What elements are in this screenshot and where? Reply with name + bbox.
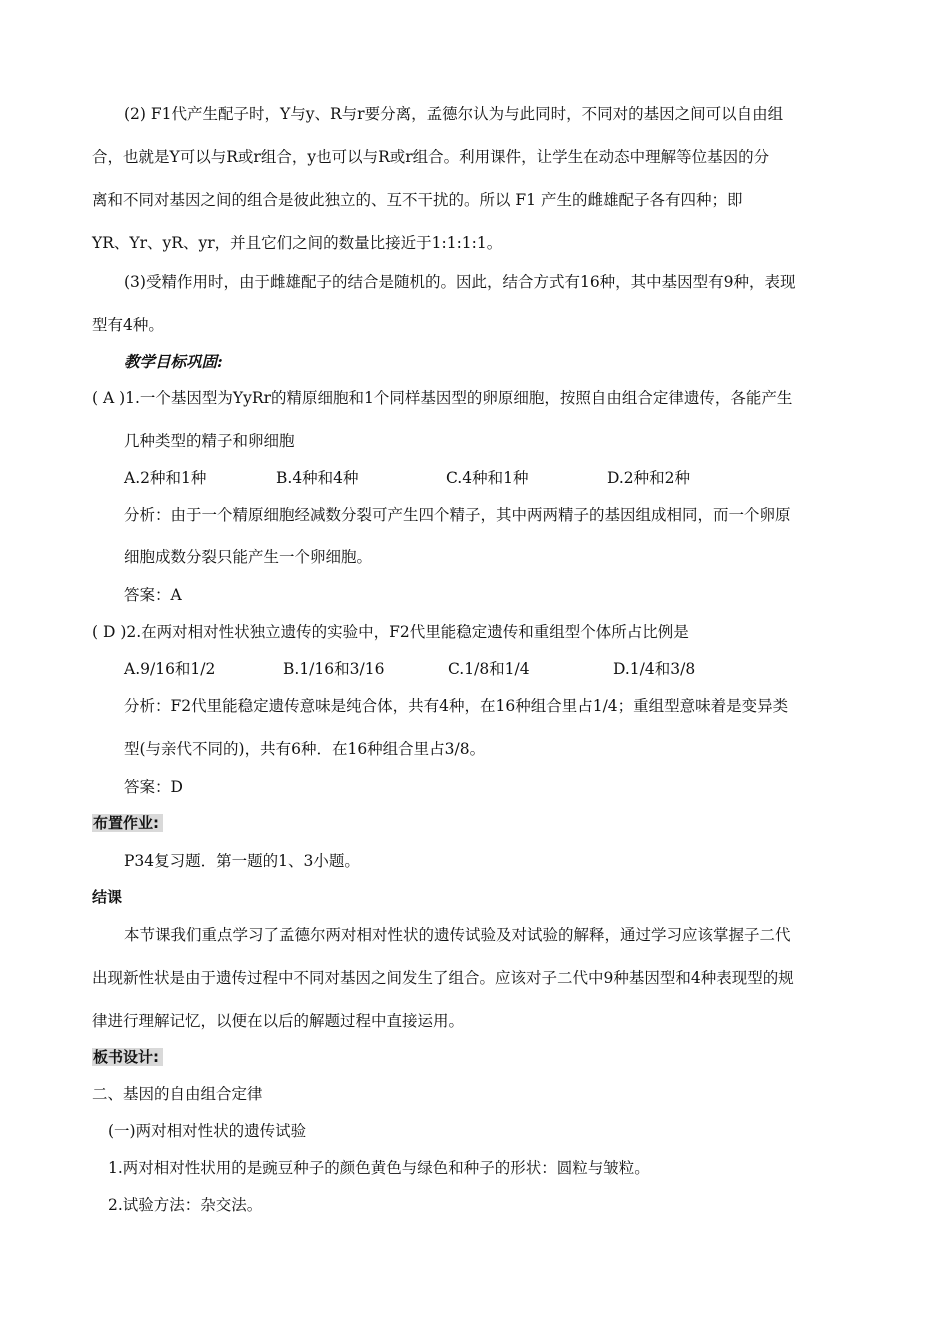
question-1-option-c: C.4种和1种 [446, 469, 529, 487]
question-2-line-1: ( D )2.在两对相对性状独立遗传的实验中，F2代里能稳定遗传和重组型个体所占比例是 [92, 623, 689, 641]
question-2-answer: 答案：D [124, 778, 183, 796]
paragraph-2-line-4: YR、Yr、yR、yr，并且它们之间的数量比接近于1:1:1:1。 [92, 234, 503, 252]
question-2-analysis-line-2: 型(与亲代不同的)，共有6种．在16种组合里占3/8。 [124, 740, 486, 758]
homework-heading: 布置作业: [92, 813, 163, 833]
paragraph-2-line-2: 合，也就是Y可以与R或r组合，y也可以与R或r组合。利用课件，让学生在动态中理解等位基因的分 [92, 148, 770, 166]
board-subtitle: (一)两对相对性状的遗传试验 [108, 1122, 307, 1140]
question-2-option-a: A.9/16和1/2 [124, 660, 216, 678]
question-1-option-a: A.2种和1种 [124, 469, 207, 487]
question-1-option-d: D.2种和2种 [607, 469, 691, 487]
question-1-line-1: ( A )1.一个基因型为YyRr的精原细胞和1个同样基因型的卵原细胞，按照自由组合定律遗传，各能产生 [92, 389, 793, 407]
closing-heading: 结课 [92, 888, 123, 906]
closing-line-1: 本节课我们重点学习了孟德尔两对相对性状的遗传试验及对试验的解释，通过学习应该掌握子二代 [124, 926, 791, 944]
closing-line-2: 出现新性状是由于遗传过程中不同对基因之间发生了组合。应该对子二代中9种基因型和4种表现型的规 [92, 969, 794, 987]
board-item-2: 2.试验方法：杂交法。 [108, 1196, 263, 1214]
question-1-line-2: 几种类型的精子和卵细胞 [124, 432, 295, 450]
paragraph-3-line-2: 型有4种。 [92, 316, 164, 334]
question-1-analysis-line-1: 分析：由于一个精原细胞经减数分裂可产生四个精子，其中两两精子的基因组成相同，而一个卵原 [124, 506, 791, 524]
board-heading: 板书设计: [92, 1047, 163, 1067]
question-1-analysis-line-2: 细胞成数分裂只能产生一个卵细胞。 [124, 548, 373, 566]
homework-text: P34复习题．第一题的1、3小题。 [124, 852, 360, 870]
question-2-option-b: B.1/16和3/16 [283, 660, 385, 678]
board-item-1: 1.两对相对性状用的是豌豆种子的颜色黄色与绿色和种子的形状：圆粒与皱粒。 [108, 1159, 650, 1177]
question-1-option-b: B.4种和4种 [276, 469, 359, 487]
board-title: 二、基因的自由组合定律 [92, 1085, 263, 1103]
question-2-analysis-line-1: 分析：F2代里能稳定遗传意味是纯合体，共有4种，在16种组合里占1/4；重组型意味着是变异类 [124, 697, 789, 715]
paragraph-2-line-1: (2) F1代产生配子时，Y与y、R与r要分离，孟德尔认为与此同时，不同对的基因之间可以自由组 [124, 105, 784, 123]
paragraph-2-line-3: 离和不同对基因之间的组合是彼此独立的、互不干扰的。所以 F1 产生的雌雄配子各有四种；即 [92, 191, 743, 209]
consolidation-heading: 教学目标巩固: [124, 352, 223, 371]
closing-line-3: 律进行理解记忆，以便在以后的解题过程中直接运用。 [92, 1012, 465, 1030]
question-2-option-c: C.1/8和1/4 [448, 660, 530, 678]
question-1-answer: 答案：A [124, 586, 182, 604]
paragraph-3-line-1: (3)受精作用时，由于雌雄配子的结合是随机的。因此，结合方式有16种，其中基因型有9种，表现 [124, 273, 796, 291]
question-2-option-d: D.1/4和3/8 [613, 660, 696, 678]
